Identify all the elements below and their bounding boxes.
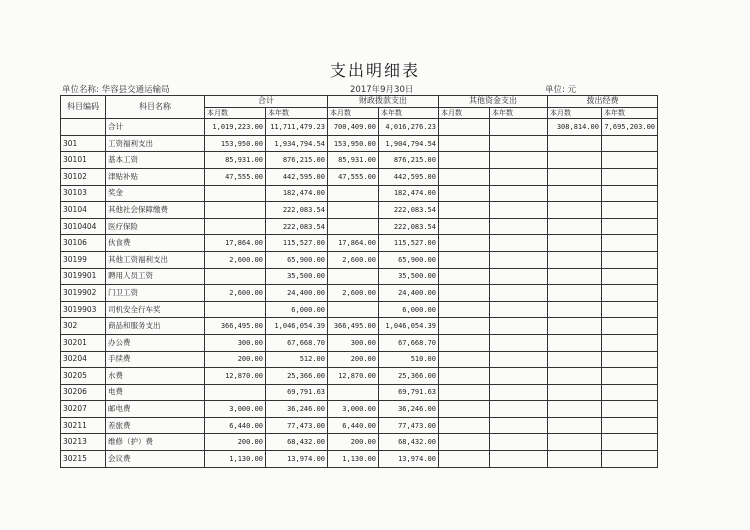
amount-cell: 222,083.54 <box>379 202 439 219</box>
subject-name: 差旅费 <box>106 417 205 434</box>
subject-name: 门卫工资 <box>106 285 205 302</box>
amount-cell: 4,016,276.23 <box>379 119 439 136</box>
subject-code: 30106 <box>61 235 106 252</box>
amount-cell <box>602 235 658 252</box>
report-date: 2017年9月30日 <box>350 85 414 95</box>
amount-cell <box>602 318 658 335</box>
subject-name: 维修（护）费 <box>106 434 205 451</box>
amount-cell: 11,711,479.23 <box>266 119 328 136</box>
subject-code: 30201 <box>61 334 106 351</box>
amount-cell: 300.00 <box>205 334 266 351</box>
table-row <box>61 268 658 285</box>
amount-cell <box>602 268 658 285</box>
unit-name: 单位名称: 华容县交通运输局 <box>62 85 170 95</box>
expense-detail-table <box>60 95 658 468</box>
amount-cell <box>490 251 548 268</box>
subject-name: 其他社会保障缴费 <box>106 202 205 219</box>
amount-cell: 67,668.70 <box>379 334 439 351</box>
table-row <box>61 368 658 385</box>
amount-cell <box>439 301 490 318</box>
amount-cell <box>548 235 602 252</box>
amount-cell: 115,527.00 <box>379 235 439 252</box>
amount-cell <box>439 384 490 401</box>
amount-cell <box>490 202 548 219</box>
amount-cell <box>602 301 658 318</box>
subject-name: 聘用人员工资 <box>106 268 205 285</box>
subject-name: 工资福利支出 <box>106 135 205 152</box>
page-title: 支出明细表 <box>329 61 420 80</box>
table-row <box>61 401 658 418</box>
subject-name: 电费 <box>106 384 205 401</box>
amount-cell: 200.00 <box>205 351 266 368</box>
amount-cell <box>548 368 602 385</box>
header-row-groups <box>61 96 658 108</box>
amount-cell <box>328 384 379 401</box>
subject-name: 办公费 <box>106 334 205 351</box>
amount-cell <box>439 202 490 219</box>
amount-cell: 153,950.00 <box>328 135 379 152</box>
amount-cell: 700,409.00 <box>328 119 379 136</box>
subject-code: 3019901 <box>61 268 106 285</box>
amount-cell: 512.00 <box>266 351 328 368</box>
table-row <box>61 285 658 302</box>
amount-cell: 77,473.00 <box>379 417 439 434</box>
amount-cell: 69,791.63 <box>379 384 439 401</box>
header-year: 本年数 <box>602 107 658 119</box>
amount-cell: 115,527.00 <box>266 235 328 252</box>
amount-cell <box>490 168 548 185</box>
amount-cell <box>490 368 548 385</box>
amount-cell <box>490 218 548 235</box>
table-row <box>61 384 658 401</box>
amount-cell: 182,474.00 <box>379 185 439 202</box>
amount-cell <box>439 185 490 202</box>
amount-cell: 1,934,794.54 <box>266 135 328 152</box>
amount-cell <box>602 434 658 451</box>
subject-code: 30205 <box>61 368 106 385</box>
table-row <box>61 417 658 434</box>
amount-cell <box>490 119 548 136</box>
amount-cell <box>548 334 602 351</box>
amount-cell <box>548 434 602 451</box>
amount-cell: 6,000.00 <box>379 301 439 318</box>
amount-cell <box>439 218 490 235</box>
amount-cell <box>602 152 658 169</box>
amount-cell: 6,440.00 <box>328 417 379 434</box>
subject-code: 302 <box>61 318 106 335</box>
table-row <box>61 251 658 268</box>
amount-cell: 12,870.00 <box>328 368 379 385</box>
amount-cell <box>548 401 602 418</box>
amount-cell <box>205 384 266 401</box>
amount-cell: 17,864.00 <box>328 235 379 252</box>
amount-cell: 47,555.00 <box>328 168 379 185</box>
subject-name: 津贴补贴 <box>106 168 205 185</box>
amount-cell <box>328 268 379 285</box>
amount-cell: 1,019,223.00 <box>205 119 266 136</box>
amount-cell <box>602 384 658 401</box>
amount-cell <box>602 401 658 418</box>
amount-cell: 65,900.00 <box>379 251 439 268</box>
amount-cell <box>548 384 602 401</box>
amount-cell <box>548 168 602 185</box>
subject-name: 合计 <box>106 119 205 136</box>
amount-cell <box>548 351 602 368</box>
amount-cell <box>439 351 490 368</box>
amount-cell <box>602 168 658 185</box>
amount-cell <box>328 202 379 219</box>
table-row <box>61 351 658 368</box>
amount-cell: 1,046,054.39 <box>379 318 439 335</box>
amount-cell: 65,900.00 <box>266 251 328 268</box>
amount-cell: 24,400.00 <box>266 285 328 302</box>
amount-cell <box>328 301 379 318</box>
header-group-fiscal: 财政拨款支出 <box>328 96 439 108</box>
amount-cell <box>548 285 602 302</box>
table-row <box>61 318 658 335</box>
amount-cell <box>490 434 548 451</box>
amount-cell <box>548 301 602 318</box>
amount-cell: 366,495.00 <box>205 318 266 335</box>
amount-cell <box>548 417 602 434</box>
amount-cell <box>328 185 379 202</box>
amount-cell <box>490 235 548 252</box>
table-row <box>61 334 658 351</box>
amount-cell <box>490 451 548 468</box>
amount-cell <box>439 401 490 418</box>
amount-cell: 222,083.54 <box>379 218 439 235</box>
amount-cell <box>328 218 379 235</box>
table-row <box>61 152 658 169</box>
amount-cell: 35,500.00 <box>266 268 328 285</box>
subject-name: 医疗保险 <box>106 218 205 235</box>
amount-cell: 2,600.00 <box>328 251 379 268</box>
amount-cell: 2,600.00 <box>205 285 266 302</box>
amount-cell <box>205 301 266 318</box>
subject-code: 30199 <box>61 251 106 268</box>
amount-cell: 876,215.00 <box>379 152 439 169</box>
amount-cell: 3,000.00 <box>328 401 379 418</box>
subject-code: 30103 <box>61 185 106 202</box>
header-year: 本年数 <box>490 107 548 119</box>
amount-cell: 25,366.00 <box>266 368 328 385</box>
amount-cell <box>548 202 602 219</box>
amount-cell: 13,974.00 <box>379 451 439 468</box>
amount-cell: 67,668.70 <box>266 334 328 351</box>
header-month: 本月数 <box>205 107 266 119</box>
amount-cell <box>205 202 266 219</box>
amount-cell <box>602 202 658 219</box>
table-row <box>61 451 658 468</box>
amount-cell: 6,000.00 <box>266 301 328 318</box>
amount-cell <box>548 185 602 202</box>
amount-cell: 35,500.00 <box>379 268 439 285</box>
amount-cell <box>602 285 658 302</box>
subject-code: 301 <box>61 135 106 152</box>
table-row <box>61 202 658 219</box>
amount-cell: 2,600.00 <box>328 285 379 302</box>
subject-name: 基本工资 <box>106 152 205 169</box>
amount-cell <box>602 135 658 152</box>
amount-cell <box>602 368 658 385</box>
amount-cell: 47,555.00 <box>205 168 266 185</box>
subject-name: 司机安全行车奖 <box>106 301 205 318</box>
amount-cell <box>439 434 490 451</box>
subject-code: 3010404 <box>61 218 106 235</box>
amount-cell <box>490 318 548 335</box>
amount-cell: 1,130.00 <box>205 451 266 468</box>
amount-cell <box>490 334 548 351</box>
header-month: 本月数 <box>548 107 602 119</box>
amount-cell <box>439 119 490 136</box>
subject-name: 其他工资福利支出 <box>106 251 205 268</box>
amount-cell <box>439 334 490 351</box>
header-group-total: 合计 <box>205 96 328 108</box>
table-row <box>61 301 658 318</box>
amount-cell: 876,215.00 <box>266 152 328 169</box>
subject-name: 伙食费 <box>106 235 205 252</box>
money-unit: 单位: 元 <box>545 85 577 95</box>
amount-cell <box>490 285 548 302</box>
table-row <box>61 168 658 185</box>
subject-name: 水费 <box>106 368 205 385</box>
amount-cell <box>602 251 658 268</box>
amount-cell: 153,950.00 <box>205 135 266 152</box>
header-month: 本月数 <box>328 107 379 119</box>
header-name: 科目名称 <box>106 96 205 119</box>
amount-cell: 17,864.00 <box>205 235 266 252</box>
amount-cell: 1,904,794.54 <box>379 135 439 152</box>
subject-name: 商品和服务支出 <box>106 318 205 335</box>
amount-cell: 24,400.00 <box>379 285 439 302</box>
amount-cell <box>548 135 602 152</box>
amount-cell: 7,695,203.00 <box>602 119 658 136</box>
amount-cell <box>205 185 266 202</box>
subject-code: 30204 <box>61 351 106 368</box>
header-year: 本年数 <box>266 107 328 119</box>
amount-cell <box>439 152 490 169</box>
amount-cell <box>439 318 490 335</box>
subject-code: 30213 <box>61 434 106 451</box>
amount-cell: 13,974.00 <box>266 451 328 468</box>
amount-cell: 200.00 <box>328 434 379 451</box>
amount-cell: 3,000.00 <box>205 401 266 418</box>
amount-cell: 36,246.00 <box>379 401 439 418</box>
amount-cell <box>602 218 658 235</box>
amount-cell: 36,246.00 <box>266 401 328 418</box>
amount-cell <box>490 268 548 285</box>
amount-cell: 25,366.00 <box>379 368 439 385</box>
amount-cell: 442,595.00 <box>379 168 439 185</box>
amount-cell <box>548 268 602 285</box>
amount-cell: 222,083.54 <box>266 202 328 219</box>
amount-cell <box>205 218 266 235</box>
amount-cell: 200.00 <box>328 351 379 368</box>
amount-cell: 68,432.00 <box>266 434 328 451</box>
amount-cell <box>490 135 548 152</box>
amount-cell: 85,931.00 <box>328 152 379 169</box>
table-row <box>61 235 658 252</box>
amount-cell: 510.00 <box>379 351 439 368</box>
amount-cell <box>439 235 490 252</box>
table-row <box>61 119 658 136</box>
amount-cell <box>490 417 548 434</box>
amount-cell: 6,440.00 <box>205 417 266 434</box>
subject-code: 30104 <box>61 202 106 219</box>
amount-cell <box>439 168 490 185</box>
amount-cell <box>548 318 602 335</box>
table-row <box>61 185 658 202</box>
amount-cell: 200.00 <box>205 434 266 451</box>
amount-cell <box>490 351 548 368</box>
header-year: 本年数 <box>379 107 439 119</box>
subject-code: 30215 <box>61 451 106 468</box>
subject-code <box>61 119 106 136</box>
table-row <box>61 434 658 451</box>
amount-cell <box>439 135 490 152</box>
amount-cell <box>490 401 548 418</box>
subject-name: 会议费 <box>106 451 205 468</box>
amount-cell <box>548 152 602 169</box>
amount-cell <box>439 451 490 468</box>
amount-cell: 308,814.00 <box>548 119 602 136</box>
amount-cell <box>602 451 658 468</box>
amount-cell: 1,130.00 <box>328 451 379 468</box>
amount-cell: 1,046,054.39 <box>266 318 328 335</box>
amount-cell: 77,473.00 <box>266 417 328 434</box>
subject-name: 邮电费 <box>106 401 205 418</box>
amount-cell <box>602 417 658 434</box>
subject-name: 奖金 <box>106 185 205 202</box>
amount-cell <box>490 384 548 401</box>
amount-cell <box>490 301 548 318</box>
amount-cell: 85,931.00 <box>205 152 266 169</box>
amount-cell <box>490 185 548 202</box>
header-month: 本月数 <box>439 107 490 119</box>
amount-cell: 182,474.00 <box>266 185 328 202</box>
amount-cell <box>548 451 602 468</box>
subject-code: 3019903 <box>61 301 106 318</box>
amount-cell: 222,083.54 <box>266 218 328 235</box>
amount-cell: 68,432.00 <box>379 434 439 451</box>
amount-cell <box>602 334 658 351</box>
amount-cell <box>439 251 490 268</box>
header-group-other: 其他资金支出 <box>439 96 548 108</box>
amount-cell: 12,870.00 <box>205 368 266 385</box>
amount-cell <box>439 368 490 385</box>
subject-code: 30207 <box>61 401 106 418</box>
amount-cell <box>548 251 602 268</box>
table-row <box>61 218 658 235</box>
subject-code: 30206 <box>61 384 106 401</box>
amount-cell: 366,495.00 <box>328 318 379 335</box>
amount-cell <box>602 185 658 202</box>
subject-code: 3019902 <box>61 285 106 302</box>
amount-cell: 442,595.00 <box>266 168 328 185</box>
subject-code: 30102 <box>61 168 106 185</box>
amount-cell: 2,600.00 <box>205 251 266 268</box>
amount-cell: 69,791.63 <box>266 384 328 401</box>
header-code: 科目编码 <box>61 96 106 119</box>
amount-cell: 300.00 <box>328 334 379 351</box>
header-group-allocation: 拨出经费 <box>548 96 658 108</box>
subject-name: 手续费 <box>106 351 205 368</box>
amount-cell <box>205 268 266 285</box>
amount-cell <box>439 417 490 434</box>
amount-cell <box>439 285 490 302</box>
amount-cell <box>439 268 490 285</box>
amount-cell <box>602 351 658 368</box>
amount-cell <box>548 218 602 235</box>
table-row <box>61 135 658 152</box>
subject-code: 30101 <box>61 152 106 169</box>
amount-cell <box>490 152 548 169</box>
subject-code: 30211 <box>61 417 106 434</box>
